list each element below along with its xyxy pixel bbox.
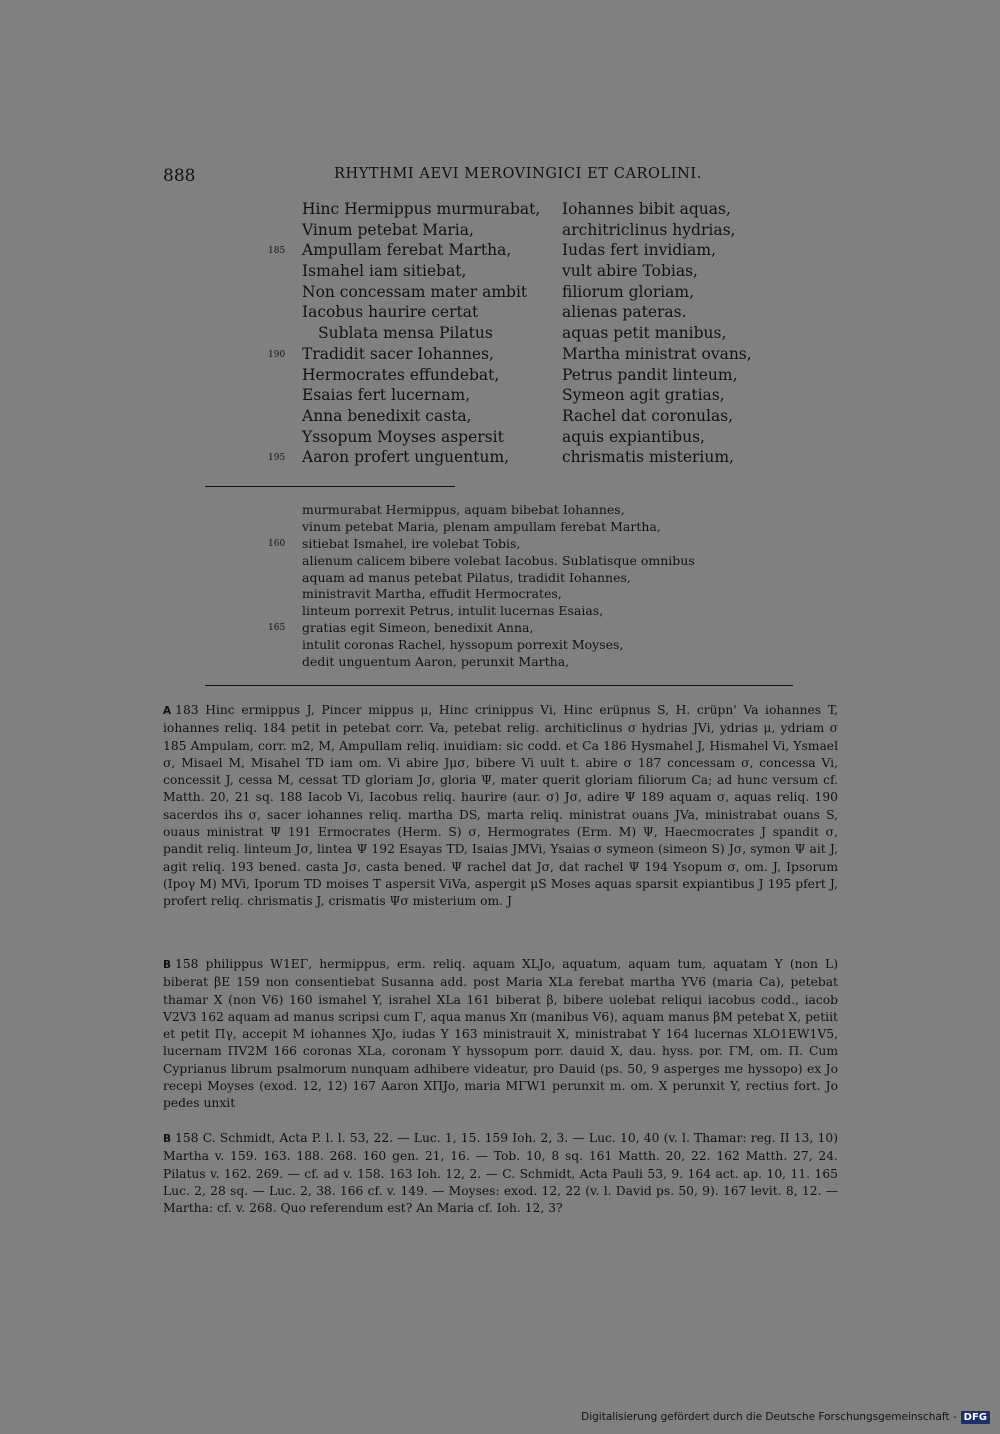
verse-second-half: Rachel dat coronulas, (562, 406, 734, 425)
prose-line (160, 637, 800, 654)
prose-line (160, 654, 800, 671)
verse-second-half: filiorum gloriam, (562, 282, 695, 301)
running-title: RHYTHMI AEVI MEROVINGICI ET CAROLINI. (334, 166, 702, 182)
prose-text: sitiebat Ismahel, ire volebat Tobis, (302, 535, 521, 551)
verse-first-half: Ampullam ferebat Martha, (302, 241, 512, 260)
verse-first-half: Tradidit sacer Iohannes, (302, 344, 494, 363)
verse-first-half: Aaron profert unguentum, (302, 448, 510, 467)
verse-second-half: aquis expiantibus, (562, 427, 705, 446)
prose-block (160, 502, 800, 671)
apparatus-a (163, 702, 838, 911)
apparatus-text: 158 C. Schmidt, Acta P. l. l. 53, 22. — Luc. 1, 15. 159 Ioh. 2, 3. — Luc. 10, 40 (v. l. Thamar: reg. II 13, 10) Martha v. 159. 163. 188. 268. 160 gen. 21, 16. — Tob. 10, 8 sq. 161 Matth. 20, 22. 162 Matth. 27, 24. Pilatus v. 162. 269. — cf. ad v. 158. 163 Ioh. 12, 2. — C. Schmidt, Acta Pauli 53, 9. 164 act. ap. 10, 11. 165 Luc. 2, 28 sq. — Luc. 2, 38. 166 cf. v. 149. — Moyses: exod. 12, 22 (v. l. David ps. 50, 9). 167 levit. 8, 12. — Martha: cf. v. 268. Quo referendum est? An Maria cf. Ioh. 12, 3? (163, 1131, 838, 1216)
verse-line (160, 283, 800, 304)
verse-first-half: Vinum petebat Maria, (302, 220, 474, 239)
apparatus-text: 183 Hinc ermippus J, Pincer mippus μ, Hinc crinippus Vi, Hinc erüpnus S, H. crüpn' Va iohannes T, iohannes reliq. 184 petit in petebat corr. Va, petebat relig. architiclinus σ hydrias JVi, ydrias μ, ydriam σ 185 Ampulam, corr. m2, M, Ampullam reliq. inuidiam: sic codd. et Ca 186 Hysmahel J, Hismahel Vi, Ysmael σ, Misael M, Misahel TD iam om. Vi abire Jμσ, bibere Vi uult t. abire σ 187 concessam σ, concessa Vi, concessit J, cessa M, cessat TD gloriam Jσ, gloria Ψ, mater querit gloriam filiorum Ca; ad hunc versum cf. Matth. 20, 21 sq. 188 Iacob Vi, Iacobus reliq. haurire (aur. σ) Jσ, adire Ψ 189 aquam σ, aquas reliq. 190 sacerdos ihs σ, sacer iohannes reliq. martha DS, marta reliq. ministrat ouans JVa, ministrabat ouans S, ouaus ministrat Ψ 191 Ermocrates (Herm. S) σ, Hermogrates (Erm. M) Ψ, Haecmocrates J spandit σ, pandit reliq. linteum Jσ, lintea Ψ 192 Esayas TD, Isaias JMVi, Ysaias σ symeon (simeon S) Jσ, symon Ψ ait J, agit reliq. 193 bened. casta Jσ, casta bened. Ψ rachel dat Jσ, dat rachel Ψ 194 Ysopum σ, om. J, Ipsorum (Ipoγ M) MVi, Iporum TD moises T aspersit ViVa, aspergit μS Moses aquas sparsit expiantibus J 195 pfert J, profert reliq. chrismatis J, crismatis Ψσ misterium om. J (163, 703, 838, 909)
line-number: 165 (268, 623, 286, 634)
prose-text: intulit coronas Rachel, hyssopum porrexit Moyses, (302, 637, 624, 653)
apparatus-siglum: B (163, 1133, 172, 1145)
prose-line (160, 570, 800, 587)
prose-line (160, 502, 800, 519)
apparatus-sources (163, 1130, 838, 1217)
prose-text: aquam ad manus petebat Pilatus, tradidit Iohannes, (302, 569, 631, 585)
verse-line (160, 386, 800, 407)
rule-divider (205, 486, 455, 487)
verse-second-half: alienas pateras. (562, 303, 687, 322)
verse-first-half: Iacobus haurire certat (302, 303, 479, 322)
verse-line (160, 448, 800, 469)
verse-second-half: Petrus pandit linteum, (562, 365, 738, 384)
verse-line (160, 366, 800, 387)
verse-first-half: Sublata mensa Pilatus (318, 324, 493, 343)
verse-line (160, 407, 800, 428)
verse-first-half: Hinc Hermippus murmurabat, (302, 200, 541, 218)
apparatus-text: 158 philippus W1EΓ, hermippus, erm. reliq. aquam XLJo, aquatum, aquam tum, aquatam Y (non L) biberat βE 159 non consentiebat Susanna add. post Maria XLa ferebat martha YV6 (maria Ca), petebat thamar X (non V6) 160 ismahel Y, israhel XLa 161 biberat β, bibere uolebat reliqui iacobus codd., iacob V2V3 162 aquam ad manus scripsi cum Γ, aqua manus Xπ (manibus V6), aquam manus βM petebat X, petiit et petit Πγ, accepit M iohannes XJo, iudas Y 163 ministrauit X, ministrabat Y 164 lucernas XLO1EW1V5, lucernam ΠV2M 166 coronas XLa, coronam Y hyssopum porr. dauid X, dau. hyss. por. ΓM, om. Π. Cum Cyprianus librum psalmorum nunquam adhibere videatur, pro Dauid (ps. 50, 9 asperges me hyssopo) ex Jo recepi Moyses (exod. 12, 12) 167 Aaron XΠJo, maria MΓW1 perunxit m. om. X perunxit Y, rectius fort. Jo pedes unxit (163, 957, 838, 1111)
verse-second-half: architriclinus hydrias, (562, 220, 736, 239)
credit-text: Digitalisierung gefördert durch die Deutsche Forschungsgemeinschaft - (581, 1411, 957, 1423)
prose-line (160, 586, 800, 603)
line-number: 185 (268, 246, 286, 257)
prose-line (160, 553, 800, 570)
verse-line (160, 221, 800, 242)
line-number: 190 (268, 349, 286, 360)
prose-text: gratias egit Simeon, benedixit Anna, (302, 620, 534, 636)
prose-line (160, 519, 800, 536)
verse-second-half: Iudas fert invidiam, (562, 241, 717, 260)
verse-first-half: Anna benedixit casta, (302, 406, 472, 425)
verse-first-half: Yssopum Moyses aspersit (302, 427, 504, 446)
prose-text: murmurabat Hermippus, aquam bibebat Iohannes, (302, 502, 625, 517)
line-number: 195 (268, 453, 286, 464)
verse-first-half: Esaias fert lucernam, (302, 386, 471, 405)
dfg-logo: DFG (961, 1411, 990, 1424)
verse-line (160, 200, 800, 221)
verse-line (160, 303, 800, 324)
prose-text: alienum calicem bibere volebat Iacobus. Sublatisque omnibus (302, 552, 695, 568)
rule-divider (205, 685, 793, 686)
verse-second-half: chrismatis misterium, (562, 448, 734, 467)
apparatus-siglum: A (163, 705, 172, 717)
prose-line (160, 603, 800, 620)
apparatus-siglum: B (163, 959, 172, 971)
verse-line (160, 428, 800, 449)
verse-second-half: Iohannes bibit aquas, (562, 200, 731, 218)
verse-line (160, 241, 800, 262)
digitization-credit (581, 1408, 990, 1426)
prose-text: ministravit Martha, effudit Hermocrates, (302, 586, 562, 602)
prose-line (160, 620, 800, 637)
verse-second-half: vult abire Tobias, (562, 262, 698, 281)
verse-first-half: Non concessam mater ambit (302, 282, 528, 301)
verse-line (160, 324, 800, 345)
verse-block (160, 200, 800, 469)
prose-text: dedit unguentum Aaron, perunxit Martha, (302, 654, 570, 670)
prose-text: linteum porrexit Petrus, intulit lucernas Esaias, (302, 603, 604, 619)
verse-line (160, 345, 800, 366)
verse-second-half: Martha ministrat ovans, (562, 344, 752, 363)
apparatus-b (163, 956, 838, 1113)
verse-line (160, 262, 800, 283)
verse-first-half: Ismahel iam sitiebat, (302, 262, 467, 281)
verse-second-half: aquas petit manibus, (562, 324, 727, 343)
prose-text: vinum petebat Maria, plenam ampullam ferebat Martha, (302, 518, 661, 534)
prose-line (160, 536, 800, 553)
page-number: 888 (163, 166, 196, 186)
verse-first-half: Hermocrates effundebat, (302, 365, 500, 384)
line-number: 160 (268, 538, 286, 549)
verse-second-half: Symeon agit gratias, (562, 386, 725, 405)
